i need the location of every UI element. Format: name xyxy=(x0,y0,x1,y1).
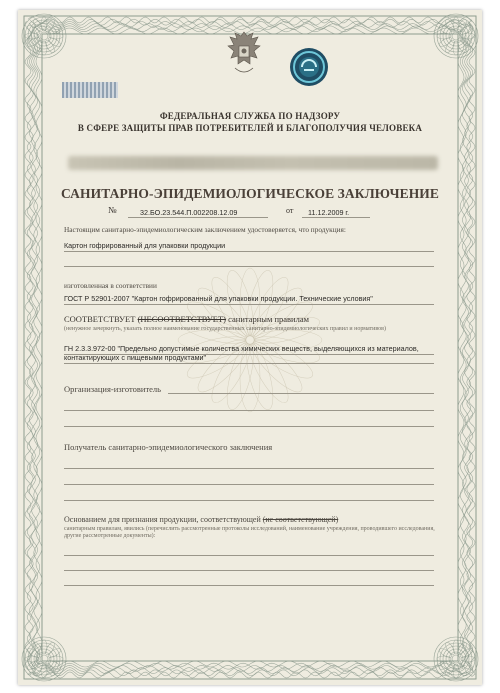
compliance-line xyxy=(64,314,309,324)
basis-line xyxy=(64,515,338,524)
security-strip xyxy=(62,82,118,98)
recipient-line-1 xyxy=(64,468,434,469)
agency-name-line2: В СФЕРЕ ЗАЩИТЫ ПРАВ ПОТРЕБИТЕЛЕЙ И БЛАГОПОЛУЧИЯ ЧЕЛОВЕКА xyxy=(77,123,423,133)
date-from-label: от xyxy=(286,206,294,215)
recipient-label: Получатель санитарно-эпидемиологического заключения xyxy=(64,442,273,452)
compliance-rest: санитарным правилам xyxy=(228,314,310,324)
noncompliance-struck: (НЕСООТВЕТСТВУЕТ) xyxy=(137,314,226,324)
agency-name-line1: ФЕДЕРАЛЬНАЯ СЛУЖБА ПО НАДЗОРУ xyxy=(159,111,341,121)
basis-rest: санитарным правилам, явились (перечислить рассмотренные протоколы исследований, наименование учреждения, проводившего исследования, другие рассмотренные документы): xyxy=(64,526,435,539)
manufacturer-underline xyxy=(168,393,434,394)
number-underline xyxy=(128,217,268,218)
redacted-area xyxy=(68,156,438,170)
compliance-hint: (ненужное зачеркнуть, указать полное наименование государственных санитарно-эпидемиологических правил и нормативов) xyxy=(64,326,386,332)
rules-underline-2 xyxy=(64,363,434,364)
manufacturer-line-2 xyxy=(64,410,434,411)
certification-hologram-emblem xyxy=(288,46,330,88)
manufactured-label: изготовленная в соответствии xyxy=(64,281,157,290)
basis-label: Основанием для признания продукции, соответствующей xyxy=(64,515,261,524)
product-underline xyxy=(64,251,434,252)
sanitary-rules-text: ГН 2.3.3.972-00 "Предельно допустимые количества химических веществ, выделяющихся из материалов, контактирующих с пищевыми продуктами" xyxy=(64,344,419,362)
standard-text: ГОСТ Р 52901-2007 "Картон гофрированный для упаковки продукции. Технические условия" xyxy=(64,294,373,303)
recipient-line-3 xyxy=(64,500,434,501)
double-headed-eagle-emblem xyxy=(221,28,267,78)
document-title: САНИТАРНО-ЭПИДЕМИОЛОГИЧЕСКОЕ ЗАКЛЮЧЕНИЕ xyxy=(60,186,440,201)
manufacturer-label: Организация-изготовитель xyxy=(64,384,162,394)
basis-struck: (не соответствующей) xyxy=(262,515,339,524)
number-prefix: № xyxy=(108,205,117,215)
compliance-word: СООТВЕТСТВУЕТ xyxy=(64,314,136,324)
certificate-sheet xyxy=(18,10,482,685)
blank-line xyxy=(64,266,434,267)
standard-underline xyxy=(64,304,434,305)
rules-underline-1 xyxy=(64,354,434,355)
basis-line-2 xyxy=(64,570,434,571)
date-underline xyxy=(302,217,370,218)
basis-line-1 xyxy=(64,555,434,556)
certifies-label: Настоящим санитарно-эпидемиологическим заключением удостоверяется, что продукция: xyxy=(64,225,346,234)
recipient-line-2 xyxy=(64,484,434,485)
certificate-date: 11.12.2009 г. xyxy=(308,208,350,217)
product-name: Картон гофрированный для упаковки продукции xyxy=(64,241,226,250)
basis-line-3 xyxy=(64,585,434,586)
manufacturer-line-3 xyxy=(64,426,434,427)
certificate-number: 32.БО.23.544.П.002208.12.09 xyxy=(140,208,238,217)
